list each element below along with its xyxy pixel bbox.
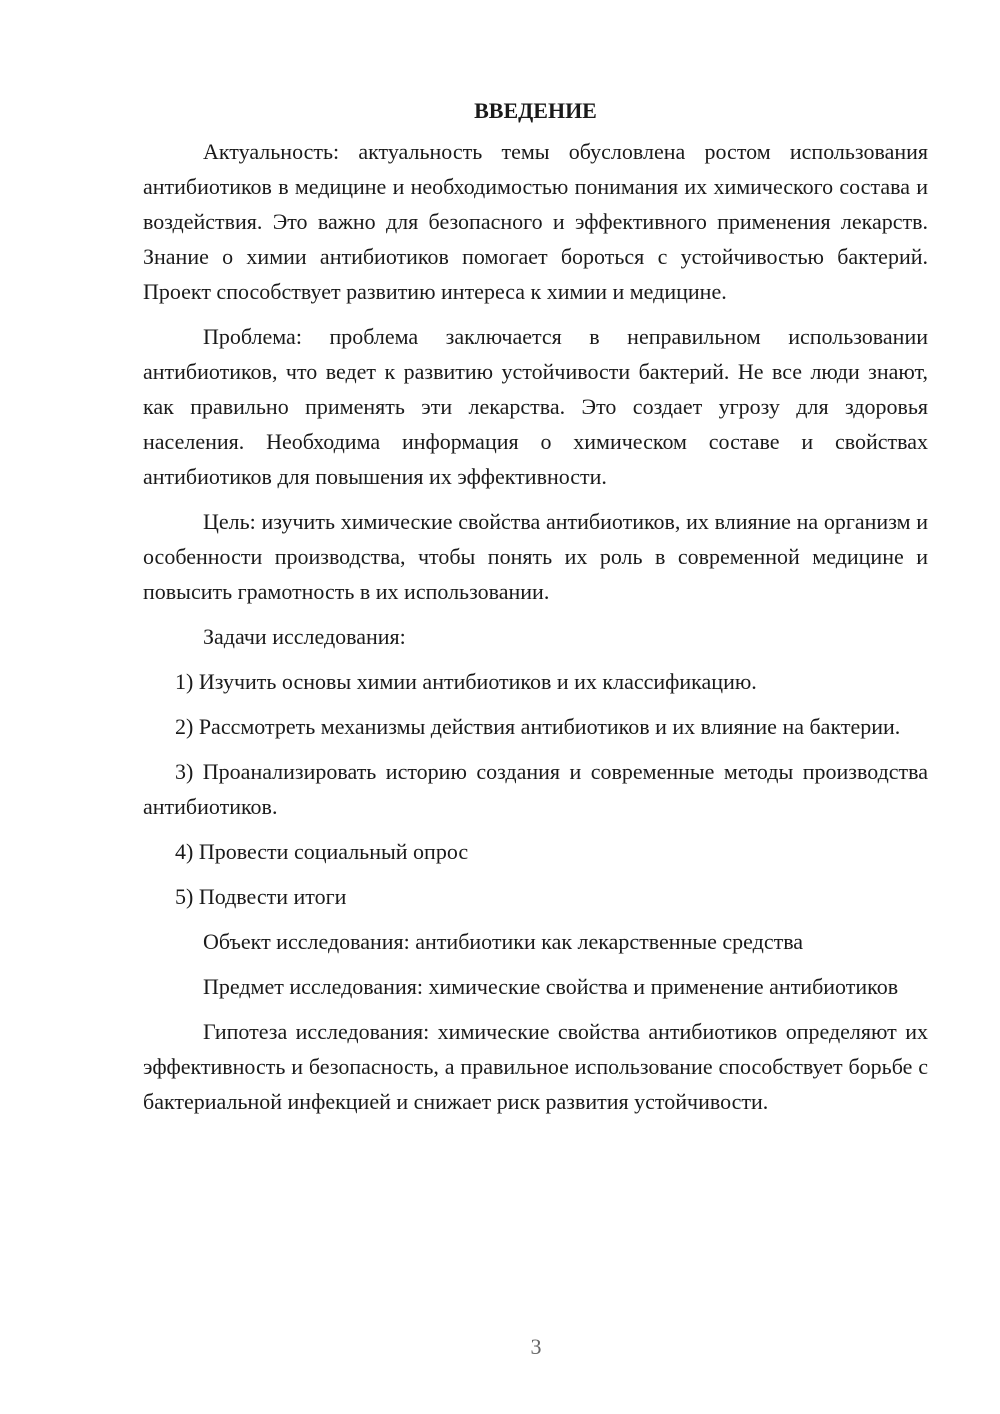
document-body <box>143 93 928 1119</box>
tasks-heading: Задачи исследования: <box>203 624 406 649</box>
paragraph-goal: Цель: изучить химические свойства антибиотиков, их влияние на организм и особенности производства, чтобы понять их роль в современной медицине и повысить грамотность в их использовании. <box>143 509 928 604</box>
page-number: 3 <box>530 1334 542 1359</box>
task-item-4: 4) Провести социальный опрос <box>175 839 469 864</box>
paragraph-object: Объект исследования: антибиотики как лекарственные средства <box>203 929 804 954</box>
paragraph-hypothesis: Гипотеза исследования: химические свойства антибиотиков определяют их эффективность и безопасность, а правильное использование способствует борьбе с бактериальной инфекцией и снижает риск развития устойчивости. <box>143 1019 928 1114</box>
paragraph-relevance: Актуальность: актуальность темы обусловлена ростом использования антибиотиков в медицине и необходимостью понимания их химического состава и воздействия. Это важно для безопасного и эффективного применения лекарств. Знание о химии антибиотиков помогает бороться с устойчивостью бактерий. Проект способствует развитию интереса к химии и медицине. <box>143 139 928 304</box>
task-item-3: 3) Проанализировать историю создания и современные методы производства антибиотиков. <box>143 759 928 819</box>
task-item-1: 1) Изучить основы химии антибиотиков и их классификацию. <box>175 669 757 694</box>
section-title: ВВЕДЕНИЕ <box>474 98 597 123</box>
paragraph-problem: Проблема: проблема заключается в неправильном использовании антибиотиков, что ведет к развитию устойчивости бактерий. Не все люди знают, как правильно применять эти лекарства. Это создает угрозу для здоровья населения. Необходима информация о химическом составе и свойствах антибиотиков для повышения их эффективности. <box>143 324 928 489</box>
task-item-5: 5) Подвести итоги <box>175 884 347 909</box>
paragraph-subject: Предмет исследования: химические свойства и применение антибиотиков <box>203 974 899 999</box>
task-item-2: 2) Рассмотреть механизмы действия антибиотиков и их влияние на бактерии. <box>175 714 901 739</box>
